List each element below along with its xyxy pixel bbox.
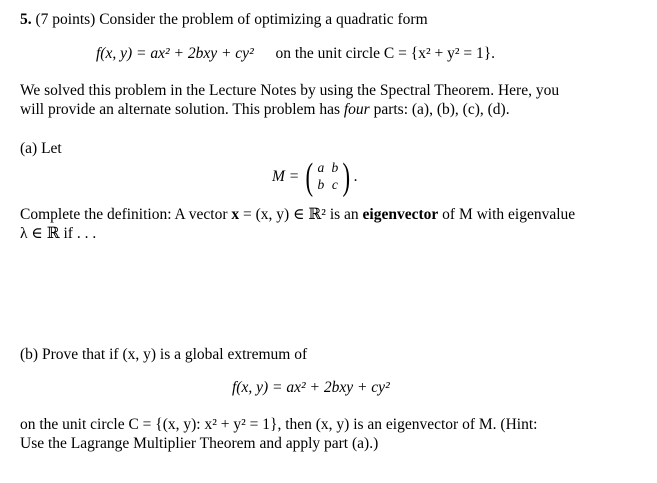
- vector-x: x: [231, 206, 240, 223]
- eigenvector-term: eigenvector: [362, 206, 439, 223]
- part-b-line-2: on the unit circle C = {(x, y): x² + y² = 1}, then (x, y) is an eigenvector of M. (Hint:: [20, 416, 538, 433]
- matrix-lhs: M =: [272, 168, 300, 186]
- intro-line-2-emphasis: four: [343, 101, 370, 118]
- matrix-entry: a: [317, 160, 325, 176]
- problem-points-text: (7 points) Consider the problem of optimizing a quadratic form: [35, 11, 428, 28]
- matrix-entry: c: [331, 177, 338, 193]
- left-paren: (: [305, 156, 314, 198]
- matrix-period: .: [353, 168, 358, 186]
- part-a-label: (a) Let: [20, 140, 62, 157]
- intro-line-2-post: parts: (a), (b), (c), (d).: [369, 101, 510, 118]
- unit-circle-condition: on the unit circle C = {x² + y² = 1}.: [275, 45, 496, 62]
- part-b-line-1: (b) Prove that if (x, y) is a global extremum of: [20, 346, 308, 363]
- problem-number: 5.: [20, 11, 32, 28]
- intro-line-1: We solved this problem in the Lecture Notes by using the Spectral Theorem. Here, you: [20, 82, 560, 99]
- quadratic-form-equation: f(x, y) = ax² + 2bxy + cy²: [96, 45, 254, 62]
- part-a-line-1-mid: = (x, y) ∈ ℝ² is an: [239, 206, 363, 223]
- problem-header: [20, 10, 630, 29]
- part-a-line-1: [20, 205, 630, 224]
- matrix-definition: [272, 157, 357, 197]
- part-b-line-3: Use the Lagrange Multiplier Theorem and apply part (a).): [20, 435, 379, 452]
- matrix-entry: b: [331, 160, 339, 176]
- part-b-display-equation: f(x, y) = ax² + 2bxy + cy²: [232, 379, 390, 396]
- intro-line-2-pre: will provide an alternate solution. This problem has: [20, 101, 344, 118]
- part-a-line-2: λ ∈ ℝ if . . .: [20, 225, 97, 242]
- matrix-entry: b: [317, 177, 325, 193]
- display-equation-1: [96, 44, 657, 63]
- right-paren: ): [342, 156, 351, 198]
- matrix-grid: [314, 160, 342, 194]
- part-a-line-1-post: of M with eigenvalue: [438, 206, 576, 223]
- intro-line-2: [20, 100, 630, 119]
- part-a-line-1-pre: Complete the definition: A vector: [20, 206, 232, 223]
